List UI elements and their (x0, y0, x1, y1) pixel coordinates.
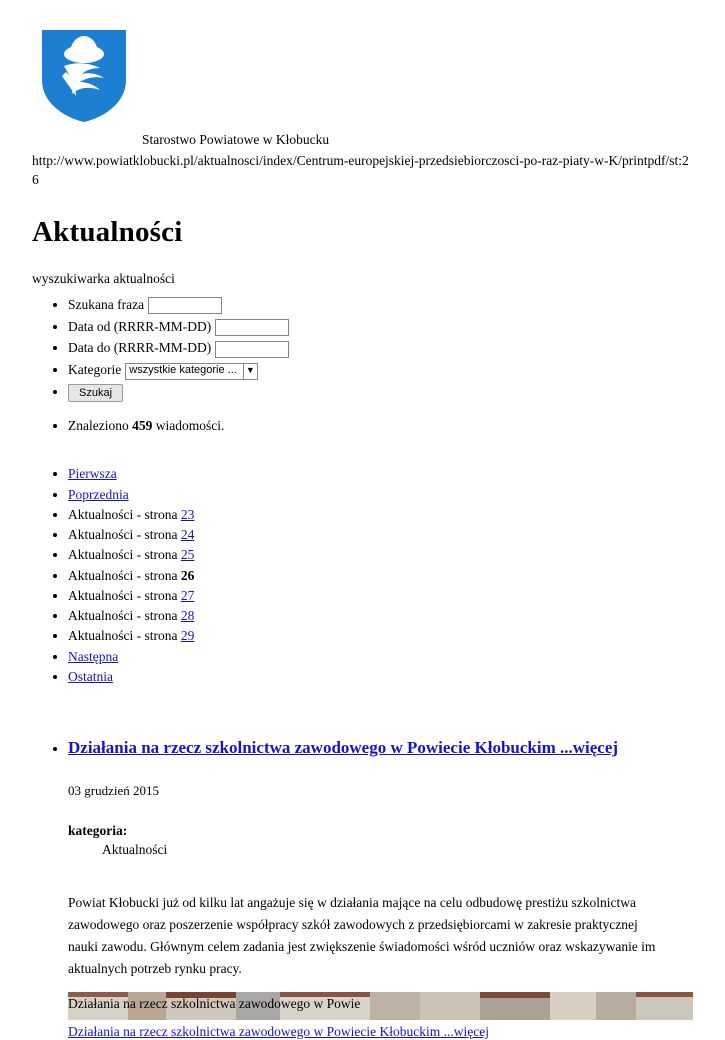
pager-page-item[interactable] (68, 545, 693, 565)
pager-page-link[interactable]: 28 (180, 608, 195, 624)
results-count (68, 418, 693, 434)
date-to-row (68, 340, 693, 357)
pager-page-link[interactable]: 25 (180, 547, 195, 563)
pager-page-prefix: Aktualności - strona (68, 608, 178, 624)
chevron-down-icon: ▼ (243, 364, 257, 379)
results-count-list (32, 418, 693, 434)
pager-previous-link[interactable]: Poprzednia (68, 486, 129, 502)
pager-page-prefix: Aktualności - strona (68, 628, 178, 644)
category-select[interactable] (125, 363, 258, 380)
pager-first-link[interactable]: Pierwsza (68, 466, 117, 482)
pager-page-item[interactable] (68, 525, 693, 545)
article-body (68, 783, 693, 1039)
search-phrase-row (68, 297, 693, 314)
pager-page-item-current (68, 566, 693, 586)
article-date: 03 grudzień 2015 (68, 783, 159, 799)
pager-page-link[interactable]: 23 (180, 506, 195, 522)
article-list (32, 735, 693, 1040)
site-title: Starostwo Powiatowe w Kłobucku (142, 132, 330, 147)
pager-last[interactable] (68, 667, 693, 687)
pager-first[interactable] (68, 464, 693, 484)
search-caption: wyszukiwarka aktualności (32, 270, 175, 286)
pager-current-page: 26 (180, 567, 195, 583)
pager-page-prefix: Aktualności - strona (68, 506, 178, 522)
search-form (32, 297, 693, 403)
pager-page-prefix: Aktualności - strona (68, 547, 178, 563)
pager-page-item[interactable] (68, 626, 693, 646)
article-bottom-link[interactable]: Działania na rzecz szkolnictwa zawodowego w Powiecie Kłobuckim ...więcej (68, 1023, 489, 1039)
source-url: http://www.powiatklobucki.pl/aktualnosci/index/Centrum-europejskiej-przedsiebiorczosci-po-raz-piaty-w-K/printpdf/st:26 (32, 152, 689, 188)
list-item (68, 735, 693, 1040)
pager-page-prefix: Aktualności - strona (68, 587, 178, 603)
pager-next-link[interactable]: Następna (68, 648, 119, 664)
results-number: 459 (132, 418, 153, 434)
article-category-value: Aktualności (102, 842, 168, 858)
article-text: Powiat Kłobucki już od kilku lat angażuje się w działania mające na celu odbudowę prestiżu szkolnictwa zawodowego oraz poszerzenie współpracy szkół zawodowych z przedsiębiorcami w zakresie praktycznej nauki zawodu. Głównym celem zadania jest zwiększenie świadomości wśród uczniów oraz wskazywanie im aktualnych potrzeb rynku pracy. (68, 895, 656, 976)
crest-logo (40, 28, 693, 129)
search-input[interactable] (148, 297, 222, 314)
pager-page-link[interactable]: 29 (180, 628, 195, 644)
pager-page-prefix: Aktualności - strona (68, 527, 178, 543)
date-from-row (68, 319, 693, 336)
date-from-input[interactable] (215, 319, 289, 336)
page-title: Aktualności (32, 215, 183, 248)
results-suffix: wiadomości. (155, 418, 225, 434)
search-button[interactable]: Szukaj (68, 384, 123, 402)
pager-page-prefix: Aktualności - strona (68, 567, 178, 583)
coat-of-arms-icon (40, 28, 128, 124)
date-from-label: Data od (RRRR-MM-DD) (68, 318, 212, 334)
date-to-label: Data do (RRRR-MM-DD) (68, 340, 212, 356)
submit-row (68, 384, 693, 402)
article-bottom-link-row (68, 1024, 693, 1040)
article-category-label: kategoria: (68, 823, 128, 839)
date-to-input[interactable] (215, 341, 289, 358)
article-title-link[interactable]: Działania na rzecz szkolnictwa zawodowego w Powiecie Kłobuckim ...więcej (68, 738, 619, 758)
pager-page-link[interactable]: 24 (180, 527, 195, 543)
pager-page-item[interactable] (68, 606, 693, 626)
article-image (68, 992, 693, 1020)
pager-page-item[interactable] (68, 586, 693, 606)
results-prefix: Znaleziono (68, 418, 129, 434)
pager-page-link[interactable]: 27 (180, 587, 195, 603)
category-row (68, 362, 693, 379)
pager-last-link[interactable]: Ostatnia (68, 668, 113, 684)
pagination (32, 464, 693, 687)
pager-previous[interactable] (68, 485, 693, 505)
pager-page-item[interactable] (68, 505, 693, 525)
search-phrase-label: Szukana fraza (68, 296, 145, 312)
category-select-value: wszystkie kategorie ... (129, 364, 237, 377)
article-image-caption: Działania na rzecz szkolnictwa zawodowego w Powie (68, 995, 361, 1011)
category-label: Kategorie (68, 362, 122, 378)
pager-next[interactable] (68, 647, 693, 667)
